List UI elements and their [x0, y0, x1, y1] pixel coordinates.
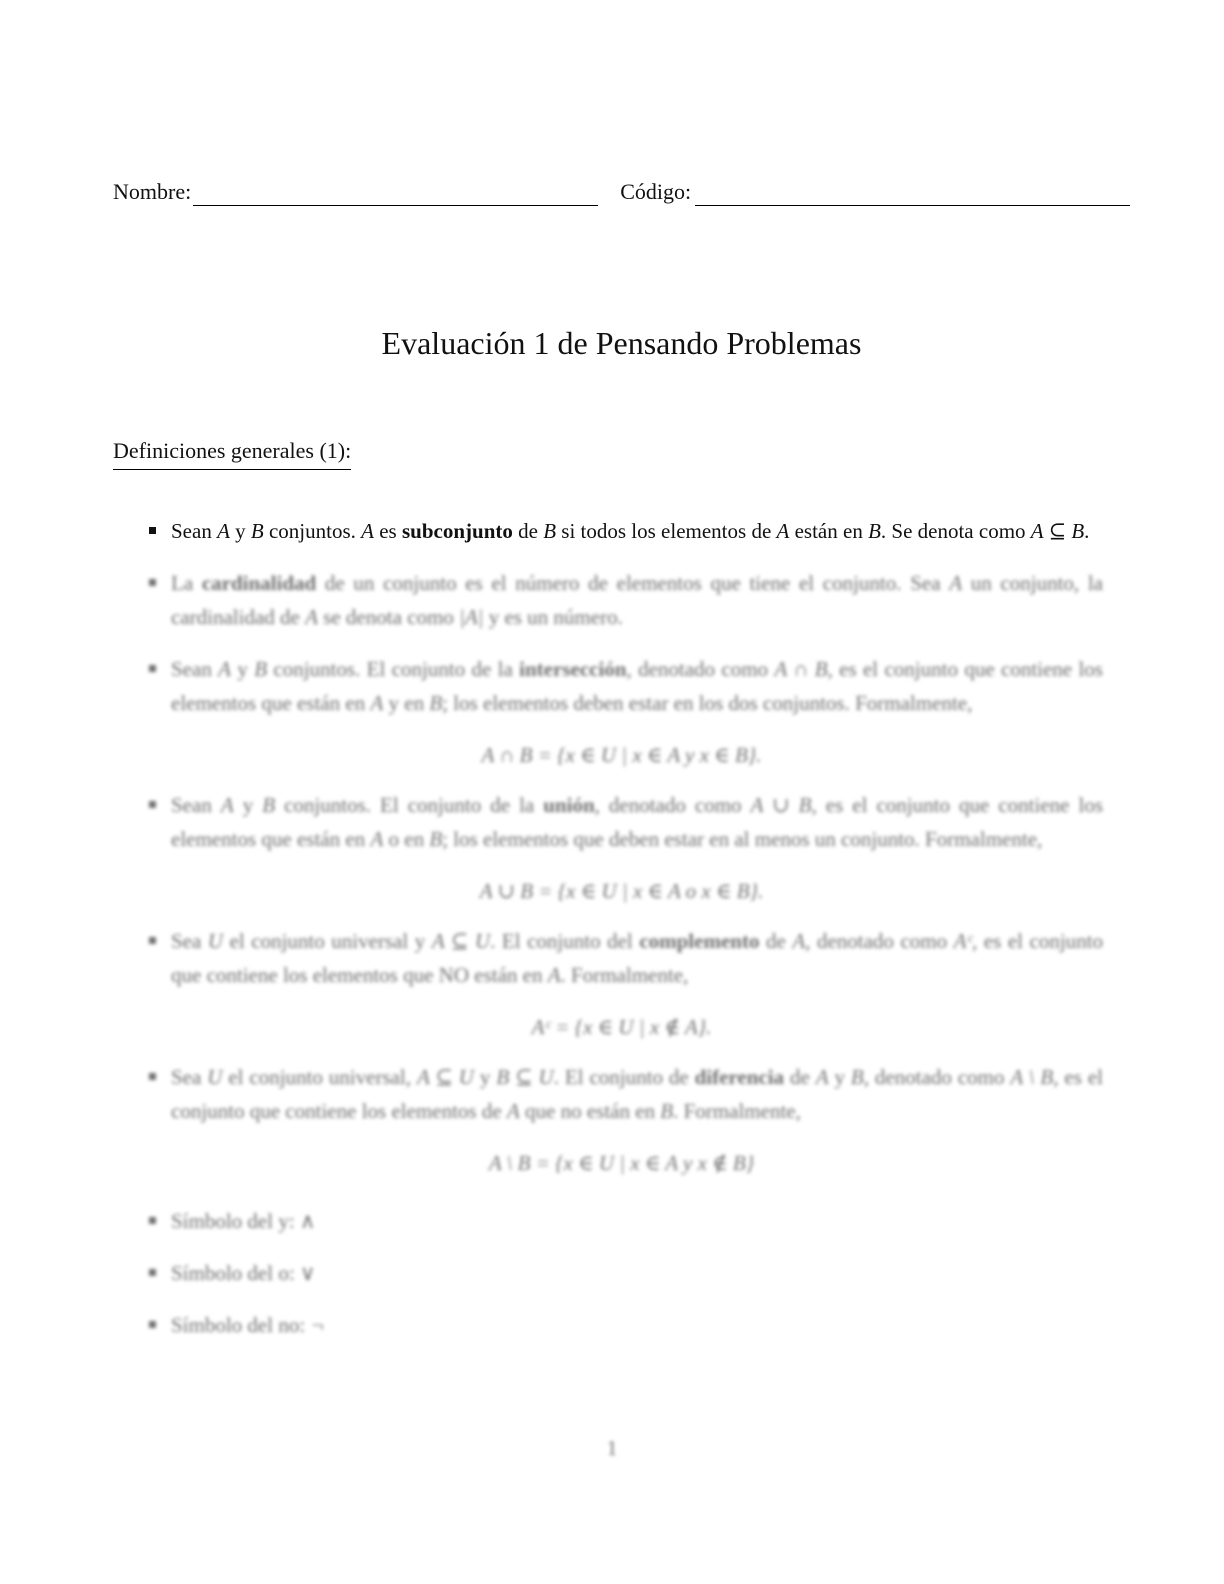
- bullet-marker-icon: [149, 1321, 156, 1328]
- bullet-text: Símbolo del y: ∧: [171, 1209, 316, 1233]
- bullet-item: [113, 1204, 1130, 1238]
- bullet-text: Sea U el conjunto universal y A ⊆ U. El conjunto del complemento de A, denotado como Aᶜ, es el conjunto que contiene los elementos que NO están en A. Formalmente,: [171, 929, 1104, 987]
- bullet-item: [113, 566, 1130, 634]
- bullet-item: [113, 788, 1130, 856]
- bullet-item: [113, 924, 1130, 992]
- math-formula: Aᶜ = {x ∈ U | x ∉ A}.: [531, 1015, 712, 1039]
- page-number: 1: [606, 1436, 618, 1460]
- bullet-marker-icon: [149, 665, 156, 672]
- name-label: Nombre:: [113, 179, 192, 204]
- name-blank-line: [193, 185, 598, 206]
- bullet-text: Sean A y B conjuntos. A es subconjunto de B si todos los elementos de A están en B. Se denota como A ⊆ B.: [171, 519, 1090, 543]
- section-heading: Definiciones generales (1):: [113, 436, 351, 470]
- bullet-marker-icon: [149, 801, 156, 808]
- bullet-marker-icon: [149, 1073, 156, 1080]
- bullet-marker-icon: [149, 579, 156, 586]
- math-formula: A ∩ B = {x ∈ U | x ∈ A y x ∈ B}.: [481, 743, 762, 767]
- math-formula: A \ B = {x ∈ U | x ∈ A y x ∉ B}: [488, 1151, 755, 1175]
- document-header: [113, 178, 1130, 206]
- bullet-item: [113, 1308, 1130, 1342]
- bullet-item: [113, 1256, 1130, 1290]
- code-blank-line: [695, 185, 1130, 206]
- bullet-text: Sean A y B conjuntos. El conjunto de la intersección, denotado como A ∩ B, es el conjunto que contiene los elementos que están en A y en B; los elementos deben estar en los dos conjuntos. Formalmente,: [171, 657, 1103, 715]
- bullet-item: [113, 652, 1130, 720]
- bullet-item: [113, 1060, 1130, 1128]
- bullet-marker-icon: [149, 937, 156, 944]
- bullet-text: Sea U el conjunto universal, A ⊆ U y B ⊆ U. El conjunto de diferencia de A y B, denotado como A \ B, es el conjunto que contiene los elementos de A que no están en B. Formalmente,: [171, 1065, 1103, 1123]
- bullet-item: [113, 514, 1130, 548]
- page-title: Evaluación 1 de Pensando Problemas: [381, 325, 862, 361]
- bullet-text: La cardinalidad de un conjunto es el número de elementos que tiene el conjunto. Sea A un conjunto, la cardinalidad de A se denota como |A| y es un número.: [171, 571, 1103, 629]
- bullet-text: Símbolo del o: ∨: [171, 1261, 316, 1285]
- bullet-marker-icon: [149, 527, 156, 534]
- math-formula: A ∪ B = {x ∈ U | x ∈ A o x ∈ B}.: [479, 879, 764, 903]
- bullet-marker-icon: [149, 1269, 156, 1276]
- bullet-text: Sean A y B conjuntos. El conjunto de la unión, denotado como A ∪ B, es el conjunto que contiene los elementos que están en A o en B; los elementos que deben estar en al menos un conjunto. Formalmente,: [171, 793, 1103, 851]
- definitions-list: [113, 514, 1130, 1342]
- bullet-marker-icon: [149, 1217, 156, 1224]
- bullet-text: Símbolo del no: ¬: [171, 1313, 325, 1337]
- section-heading-wrap: [113, 436, 1130, 470]
- code-label: Código:: [620, 179, 692, 204]
